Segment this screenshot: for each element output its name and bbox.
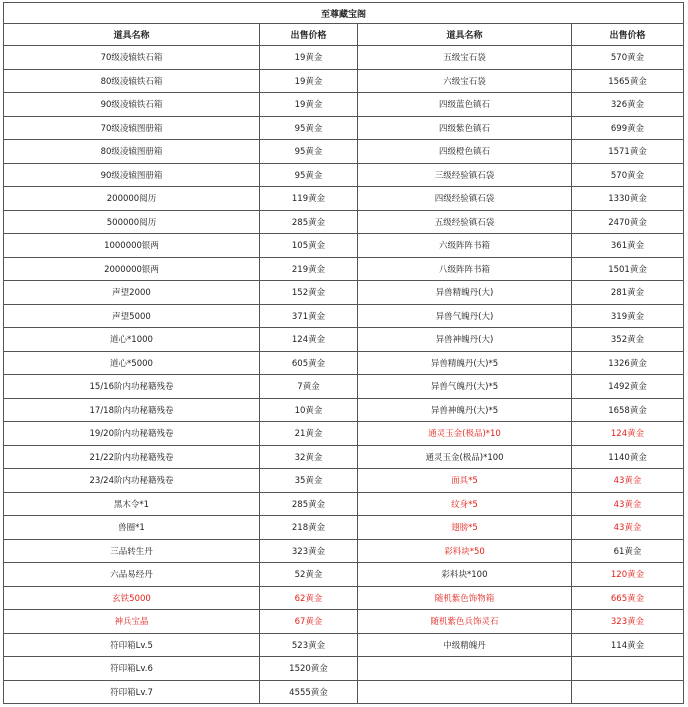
table-row [4,375,684,399]
item-name-left: 80级凌辕图册箱 [4,140,260,164]
table-row [4,516,684,540]
item-name-right: 彩料块*50 [358,539,572,563]
table-row [4,586,684,610]
item-name-right: 通灵玉金(极品)*100 [358,445,572,469]
price-right: 1330黄金 [572,187,684,211]
item-name-right: 异兽精魄丹(大) [358,281,572,305]
item-name-left: 兽圈*1 [4,516,260,540]
price-right: 1326黄金 [572,351,684,375]
table-row [4,187,684,211]
price-left: 1520黄金 [260,657,358,681]
price-right: 114黄金 [572,633,684,657]
item-name-left: 六品易经丹 [4,563,260,587]
price-left: 95黄金 [260,140,358,164]
price-left: 218黄金 [260,516,358,540]
price-left: 105黄金 [260,234,358,258]
price-left: 219黄金 [260,257,358,281]
table-row [4,469,684,493]
item-name-right: 八级阵阵书箱 [358,257,572,281]
price-left: 52黄金 [260,563,358,587]
item-name-left: 符印箱Lv.7 [4,680,260,704]
item-name-right: 五级经验镇石袋 [358,210,572,234]
table-row [4,140,684,164]
price-right: 319黄金 [572,304,684,328]
shop-price-table [3,2,684,704]
table-row [4,116,684,140]
item-name-left: 符印箱Lv.6 [4,657,260,681]
price-right: 665黄金 [572,586,684,610]
item-name-left: 200000阅历 [4,187,260,211]
price-right: 281黄金 [572,281,684,305]
item-name-left: 500000阅历 [4,210,260,234]
item-name-right: 异兽神魄丹(大)*5 [358,398,572,422]
price-right [572,657,684,681]
table-row [4,563,684,587]
item-name-right: 五级宝石袋 [358,46,572,70]
price-left: 119黄金 [260,187,358,211]
price-left: 124黄金 [260,328,358,352]
table-row [4,657,684,681]
item-name-left: 2000000银两 [4,257,260,281]
table-row [4,69,684,93]
item-name-right: 异兽气魄丹(大)*5 [358,375,572,399]
price-right: 1565黄金 [572,69,684,93]
item-name-left: 15/16阶内功秘籍残卷 [4,375,260,399]
item-name-right: 随机紫色饰物箱 [358,586,572,610]
item-name-right [358,680,572,704]
table-row [4,304,684,328]
header-price-right: 出售价格 [572,24,684,46]
item-name-right: 异兽气魄丹(大) [358,304,572,328]
price-left: 21黄金 [260,422,358,446]
price-right: 61黄金 [572,539,684,563]
price-left: 67黄金 [260,610,358,634]
price-left: 371黄金 [260,304,358,328]
table-row [4,492,684,516]
table-row [4,257,684,281]
item-name-right: 随机紫色兵饰灵石 [358,610,572,634]
price-right: 1658黄金 [572,398,684,422]
item-name-left: 70级凌辕图册箱 [4,116,260,140]
table-title: 至尊藏宝阁 [4,3,684,24]
price-left: 10黄金 [260,398,358,422]
table-row [4,163,684,187]
item-name-left: 17/18阶内功秘籍残卷 [4,398,260,422]
table-row [4,234,684,258]
item-name-right: 六级阵阵书箱 [358,234,572,258]
item-name-right: 翅膀*5 [358,516,572,540]
price-right: 1501黄金 [572,257,684,281]
price-left: 19黄金 [260,46,358,70]
item-name-right: 异兽神魄丹(大) [358,328,572,352]
table-row [4,422,684,446]
item-name-left: 道心*1000 [4,328,260,352]
price-right: 120黄金 [572,563,684,587]
item-name-left: 玄铁5000 [4,586,260,610]
table-row [4,398,684,422]
item-name-left: 黑木令*1 [4,492,260,516]
item-name-right: 三级经验镇石袋 [358,163,572,187]
price-left: 285黄金 [260,492,358,516]
table-body [4,46,684,704]
price-right: 570黄金 [572,46,684,70]
item-name-right: 通灵玉金(极品)*10 [358,422,572,446]
price-left: 35黄金 [260,469,358,493]
price-left: 4555黄金 [260,680,358,704]
item-name-right: 纹身*5 [358,492,572,516]
price-left: 62黄金 [260,586,358,610]
item-name-left: 神兵宝晶 [4,610,260,634]
price-left: 32黄金 [260,445,358,469]
item-name-left: 声望5000 [4,304,260,328]
item-name-left: 90级凌辕图册箱 [4,163,260,187]
header-item-name-right: 道具名称 [358,24,572,46]
table-row [4,93,684,117]
price-left: 605黄金 [260,351,358,375]
item-name-left: 90级凌辕铁石箱 [4,93,260,117]
price-right: 43黄金 [572,516,684,540]
item-name-right [358,657,572,681]
item-name-left: 23/24阶内功秘籍残卷 [4,469,260,493]
price-right: 2470黄金 [572,210,684,234]
item-name-left: 80级凌辕铁石箱 [4,69,260,93]
price-right [572,680,684,704]
table-row [4,539,684,563]
table-row [4,328,684,352]
table-row [4,210,684,234]
price-left: 285黄金 [260,210,358,234]
price-right: 124黄金 [572,422,684,446]
item-name-left: 符印箱Lv.5 [4,633,260,657]
item-name-right: 面具*5 [358,469,572,493]
item-name-right: 彩料块*100 [358,563,572,587]
item-name-right: 四级蓝色镇石 [358,93,572,117]
item-name-right: 六级宝石袋 [358,69,572,93]
price-left: 95黄金 [260,163,358,187]
header-item-name-left: 道具名称 [4,24,260,46]
item-name-left: 1000000银两 [4,234,260,258]
price-left: 152黄金 [260,281,358,305]
item-name-left: 21/22阶内功秘籍残卷 [4,445,260,469]
price-left: 19黄金 [260,93,358,117]
price-right: 352黄金 [572,328,684,352]
item-name-right: 四级橙色镇石 [358,140,572,164]
price-right: 1571黄金 [572,140,684,164]
table-row [4,610,684,634]
price-right: 699黄金 [572,116,684,140]
price-left: 19黄金 [260,69,358,93]
price-left: 523黄金 [260,633,358,657]
table-row [4,46,684,70]
price-left: 95黄金 [260,116,358,140]
table-row [4,445,684,469]
price-right: 361黄金 [572,234,684,258]
price-right: 570黄金 [572,163,684,187]
item-name-right: 中级精魄丹 [358,633,572,657]
header-price-left: 出售价格 [260,24,358,46]
item-name-left: 19/20阶内功秘籍残卷 [4,422,260,446]
table-row [4,680,684,704]
price-right: 326黄金 [572,93,684,117]
item-name-left: 道心*5000 [4,351,260,375]
item-name-left: 声望2000 [4,281,260,305]
price-left: 7黄金 [260,375,358,399]
price-right: 1140黄金 [572,445,684,469]
price-right: 43黄金 [572,492,684,516]
item-name-right: 四级经验镇石袋 [358,187,572,211]
price-right: 43黄金 [572,469,684,493]
price-right: 323黄金 [572,610,684,634]
table-row [4,281,684,305]
item-name-left: 三品转生丹 [4,539,260,563]
price-left: 323黄金 [260,539,358,563]
item-name-right: 异兽精魄丹(大)*5 [358,351,572,375]
item-name-right: 四级紫色镇石 [358,116,572,140]
table-row [4,351,684,375]
item-name-left: 70级凌辕铁石箱 [4,46,260,70]
table-row [4,633,684,657]
price-right: 1492黄金 [572,375,684,399]
